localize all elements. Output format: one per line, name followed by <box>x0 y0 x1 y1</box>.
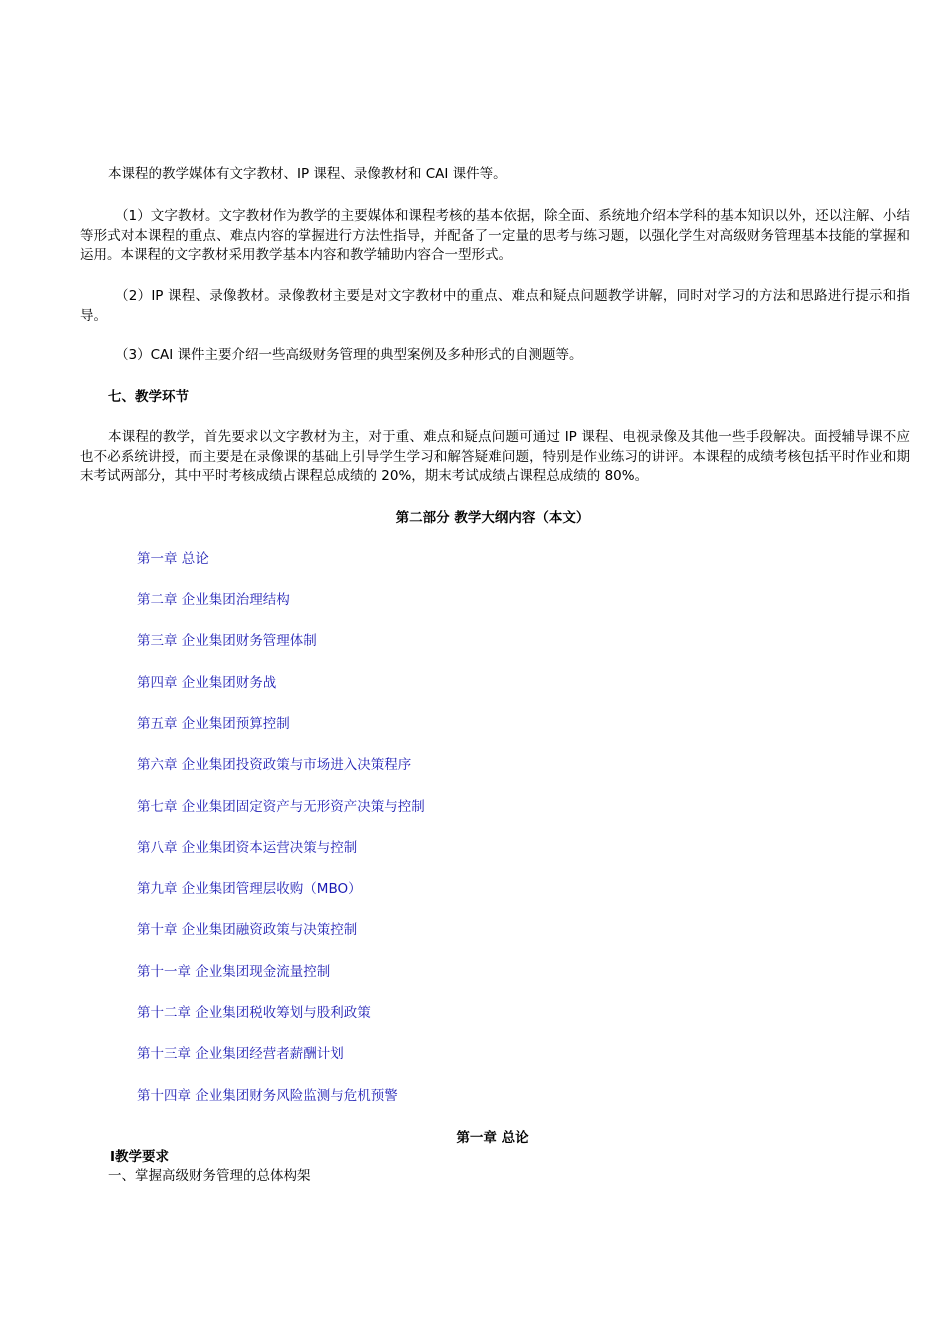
toc-link[interactable]: 第六章 企业集团投资政策与市场进入决策程序 <box>137 757 412 773</box>
first-requirement: 一、掌握高级财务管理的总体构架 <box>108 1168 311 1184</box>
toc-item-chapter-13[interactable] <box>137 1044 344 1064</box>
toc-link[interactable]: 第十三章 企业集团经营者薪酬计划 <box>137 1046 344 1062</box>
section-heading-teaching-links: 七、教学环节 <box>108 389 189 405</box>
toc-link[interactable]: 第十章 企业集团融资政策与决策控制 <box>137 922 358 938</box>
toc-item-chapter-9[interactable] <box>137 879 362 899</box>
toc-link[interactable]: 第四章 企业集团财务战 <box>137 675 277 691</box>
toc-item-chapter-8[interactable] <box>137 838 357 858</box>
cai-paragraph: （3）CAI 课件主要介绍一些高级财务管理的典型案例及多种形式的自测题等。 <box>115 347 583 363</box>
toc-item-chapter-14[interactable] <box>137 1086 398 1106</box>
teaching-links-paragraph: 本课程的教学，首先要求以文字教材为主，对于重、难点和疑点问题可通过 IP 课程、电视录像及其他一些手段解决。面授辅导课不应也不必系统讲授，而主要是在录像课的基础上引导学生学习和解答疑难问题，特别是作业练习的讲评。本课程的成绩考核包括平时作业和期末考试两部分，其中平时考核成绩占课程总成绩的 20%，期末考试成绩占课程总成绩的 80%。 <box>80 429 910 484</box>
text-material-paragraph: （1）文字教材。文字教材作为教学的主要媒体和课程考核的基本依据，除全面、系统地介绍本学科的基本知识以外，还以注解、小结等形式对本课程的重点、难点内容的掌握进行方法性指导，并配备了一定量的思考与练习题，以强化学生对高级财务管理基本技能的掌握和运用。本课程的文字教材采用教学基本内容和教学辅助内容合一型形式。 <box>80 208 910 263</box>
chapter1-heading: 第一章 总论 <box>456 1130 529 1146</box>
toc-link[interactable]: 第八章 企业集团资本运营决策与控制 <box>137 840 358 856</box>
requirements-heading: Ⅰ教学要求 <box>110 1149 170 1165</box>
toc-item-chapter-10[interactable] <box>137 920 357 940</box>
toc-link[interactable]: 第二章 企业集团治理结构 <box>137 592 290 608</box>
toc-link[interactable]: 第十二章 企业集团税收筹划与股利政策 <box>137 1005 371 1021</box>
toc-link[interactable]: 第一章 总论 <box>137 551 209 567</box>
toc-item-chapter-7[interactable] <box>137 797 425 817</box>
toc-item-chapter-5[interactable] <box>137 714 290 734</box>
toc-link[interactable]: 第三章 企业集团财务管理体制 <box>137 633 317 649</box>
part2-heading: 第二部分 教学大纲内容（本文） <box>395 510 590 526</box>
toc-item-chapter-4[interactable] <box>137 673 276 693</box>
toc-item-chapter-3[interactable] <box>137 631 317 651</box>
toc-item-chapter-1[interactable] <box>137 549 209 569</box>
toc-item-chapter-12[interactable] <box>137 1003 371 1023</box>
media-paragraph: 本课程的教学媒体有文字教材、IP 课程、录像教材和 CAI 课件等。 <box>108 166 507 182</box>
toc-link[interactable]: 第十一章 企业集团现金流量控制 <box>137 964 331 980</box>
toc-link[interactable]: 第七章 企业集团固定资产与无形资产决策与控制 <box>137 799 425 815</box>
toc-link[interactable]: 第九章 企业集团管理层收购（MBO） <box>137 881 362 897</box>
toc-link[interactable]: 第五章 企业集团预算控制 <box>137 716 290 732</box>
toc-item-chapter-11[interactable] <box>137 962 330 982</box>
toc-link[interactable]: 第十四章 企业集团财务风险监测与危机预警 <box>137 1088 398 1104</box>
toc-item-chapter-2[interactable] <box>137 590 290 610</box>
toc-item-chapter-6[interactable] <box>137 755 411 775</box>
video-material-paragraph: （2）IP 课程、录像教材。录像教材主要是对文字教材中的重点、难点和疑点问题教学讲解，同时对学习的方法和思路进行提示和指导。 <box>80 288 910 324</box>
